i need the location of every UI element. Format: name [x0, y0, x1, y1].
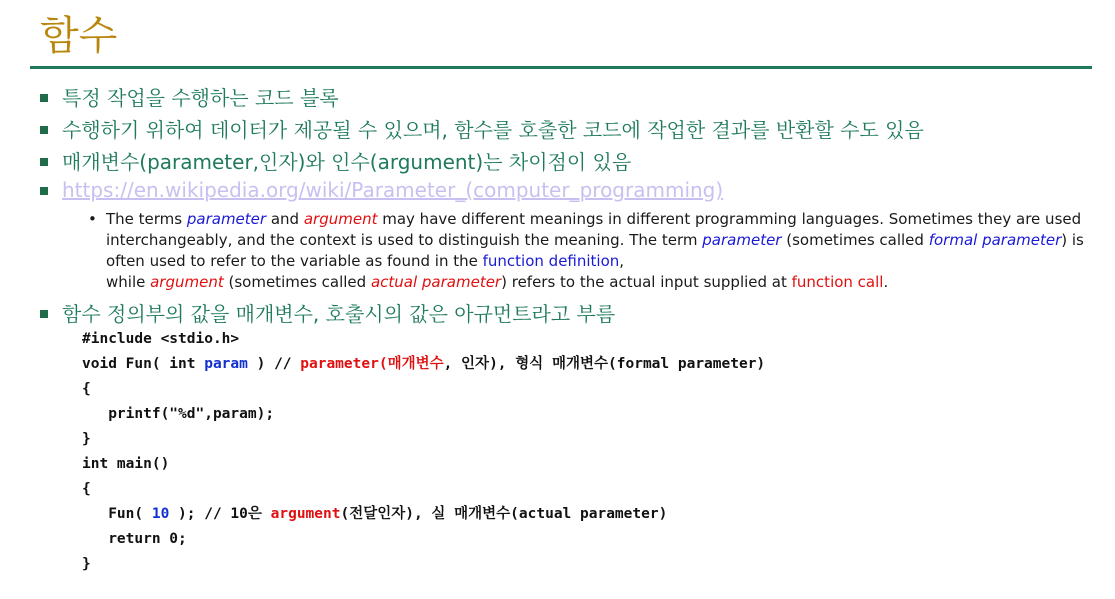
quote-text: (sometimes called — [223, 273, 371, 291]
bullet-text: 함수 정의부의 값을 매개변수, 호출시의 값은 아규먼트라고 부름 — [62, 302, 616, 326]
term-argument: argument — [150, 273, 224, 291]
code-line: { — [82, 481, 91, 497]
slide-title: 함수 — [40, 13, 118, 59]
code-line: #include <stdio.h> — [82, 331, 240, 347]
quote-text: while — [106, 273, 151, 291]
code-line: printf("%d",param); — [82, 406, 275, 422]
quote-text: may have different meanings in different programming languages. Sometimes they are used interchangeably, and the context is used to distinguish the meaning. The term — [106, 210, 1082, 249]
term-function-definition: function definition — [482, 252, 620, 270]
code-line: } — [82, 431, 91, 447]
quote-text: . — [883, 273, 889, 291]
quote-text: ) refers to the actual input supplied at — [501, 273, 792, 291]
square-bullet-icon — [40, 126, 48, 134]
code-line: int main() — [82, 456, 170, 472]
title-divider — [30, 66, 1092, 69]
code-token: (전달인자), 실 매개변수(actual parameter) — [340, 506, 668, 522]
code-block — [82, 327, 765, 577]
bullet-item — [40, 146, 631, 175]
code-token: , 인자), 형식 매개변수(formal parameter) — [443, 356, 766, 372]
quoted-definition — [86, 209, 1086, 293]
code-token: ) // — [247, 356, 301, 372]
term-actual-parameter: actual parameter — [370, 273, 502, 291]
term-parameter: parameter — [702, 231, 782, 249]
code-token-param: param — [204, 356, 248, 372]
code-line: } — [82, 556, 91, 572]
code-line — [82, 352, 765, 377]
term-formal-parameter: formal parameter — [928, 231, 1062, 249]
square-bullet-icon — [40, 94, 48, 102]
code-line — [82, 502, 765, 527]
term-argument: argument — [303, 210, 378, 228]
code-line: return 0; — [82, 531, 187, 547]
code-line: { — [82, 381, 91, 397]
bullet-text: 특정 작업을 수행하는 코드 블록 — [62, 86, 339, 110]
bullet-item — [40, 178, 723, 202]
quote-text: , — [619, 252, 625, 270]
quote-text: and — [266, 210, 304, 228]
quote-text: (sometimes called — [781, 231, 929, 249]
quote-text: The terms — [106, 210, 187, 228]
term-function-call: function call — [791, 273, 884, 291]
code-token: ); // 10은 — [169, 506, 271, 522]
square-bullet-icon — [40, 158, 48, 166]
code-token: Fun( — [82, 506, 152, 522]
code-token-number: 10 — [151, 506, 170, 522]
code-token-argument: argument — [270, 506, 341, 522]
quote-text: ) is often used to refer to the variable as found in the — [106, 231, 1084, 270]
square-bullet-icon — [40, 310, 48, 318]
bullet-item — [40, 114, 924, 143]
round-bullet-icon: • — [88, 210, 97, 228]
term-parameter: parameter — [186, 210, 267, 228]
bullet-item — [40, 298, 615, 327]
bullet-text: 매개변수(parameter,인자)와 인수(argument)는 차이점이 있음 — [62, 150, 632, 174]
code-token-parameter: parameter(매개변수 — [300, 356, 444, 372]
bullet-item — [40, 82, 339, 111]
wikipedia-link[interactable]: https://en.wikipedia.org/wiki/Parameter_(computer_programming) — [62, 178, 724, 202]
square-bullet-icon — [40, 187, 48, 195]
code-token: void Fun( int — [82, 356, 205, 372]
bullet-text: 수행하기 위하여 데이터가 제공될 수 있으며, 함수를 호출한 코드에 작업한 결과를 반환할 수도 있음 — [62, 118, 924, 142]
